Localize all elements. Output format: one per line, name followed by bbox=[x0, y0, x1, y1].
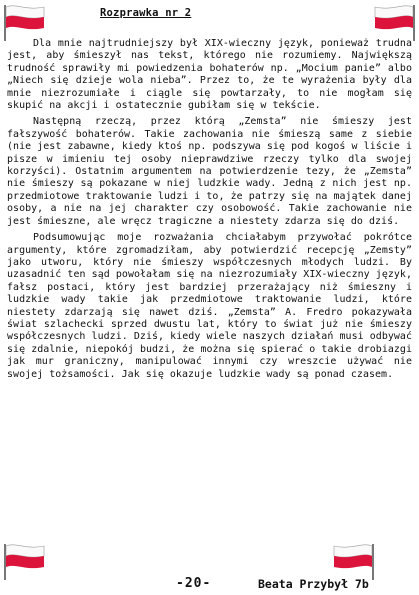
polish-flag-icon bbox=[2, 541, 46, 581]
polish-flag-icon bbox=[2, 2, 46, 42]
page-number: -20- bbox=[176, 576, 212, 591]
document-title: Rozprawka nr 2 bbox=[100, 7, 192, 19]
paragraph: Podsumowując moje rozważania chciałabym przywołać pokrótce argumenty, które zgromadziłam, aby potwierdzić recepcję „Zemsty” jako utworu, który nie śmieszy współczesnych młodych ludzi. By uzasadnić ten sąd powołałam się na niezrozumiały XIX-wieczny język, fałsz postaci, który jest bardziej przerażający niż śmieszny i ludzkie wady takie jak przedmiotowe traktowanie ludzi, które niestety zdarzają się nawet dziś. „Zemsta” A. Fredro pokazywała świat szlachecki sprzed dwustu lat, który to świat już nie śmieszy współczesnych ludzi. Dziś, kiedy wiele naszych działań musi odbywać się zdalnie, niepokój budzi, że można się spierać o takie drobiazgi jak mur graniczny, manipulować innymi czy wreszcie używać nie swojej tożsamości. Jak się okazuje ludzkie wady są ponad czasem. bbox=[7, 232, 412, 380]
paragraph: Dla mnie najtrudniejszy był XIX-wieczny język, ponieważ trudna jest, aby śmieszył nas tekst, którego nie rozumiemy. Największą trudność sprawiły mi powiedzenia bohaterów np. „Mocium panie” albo „Niech się dzieje wola nieba”. Przez to, że te wyrażenia były dla mnie niezrozumiałe i ciągle się powtarzały, to nie mogłam się skupić na akcji i ostatecznie gubiłam się w tekście. bbox=[7, 38, 412, 112]
polish-flag-icon bbox=[332, 541, 376, 581]
page-footer bbox=[0, 576, 419, 594]
polish-flag-icon bbox=[373, 2, 417, 42]
author-name: Beata Przybył 7b bbox=[258, 577, 369, 591]
paragraph: Następną rzeczą, przez którą „Zemsta” nie śmieszy jest fałszywość bohaterów. Takie zachowania nie śmieszą same z siebie (nie jest zabawne, kiedy ktoś np. podszywa się pod kogoś w liście i pisze w imieniu tej osoby nieprawdziwe rzeczy tylko dla swojej korzyści). Ostatnim argumentem na potwierdzenie tezy, że „Zemsta” nie śmieszy są pokazane w niej ludzkie wady. Jedną z nich jest np. przedmiotowe traktowanie ludzi i to, że patrzy się na majątek danej osoby, a nie na jej charakter czy osobowość. Takie zachowanie nie jest śmieszne, ale wręcz tragiczne a niestety zdarza się do dziś. bbox=[7, 116, 412, 227]
document-body bbox=[7, 38, 412, 385]
